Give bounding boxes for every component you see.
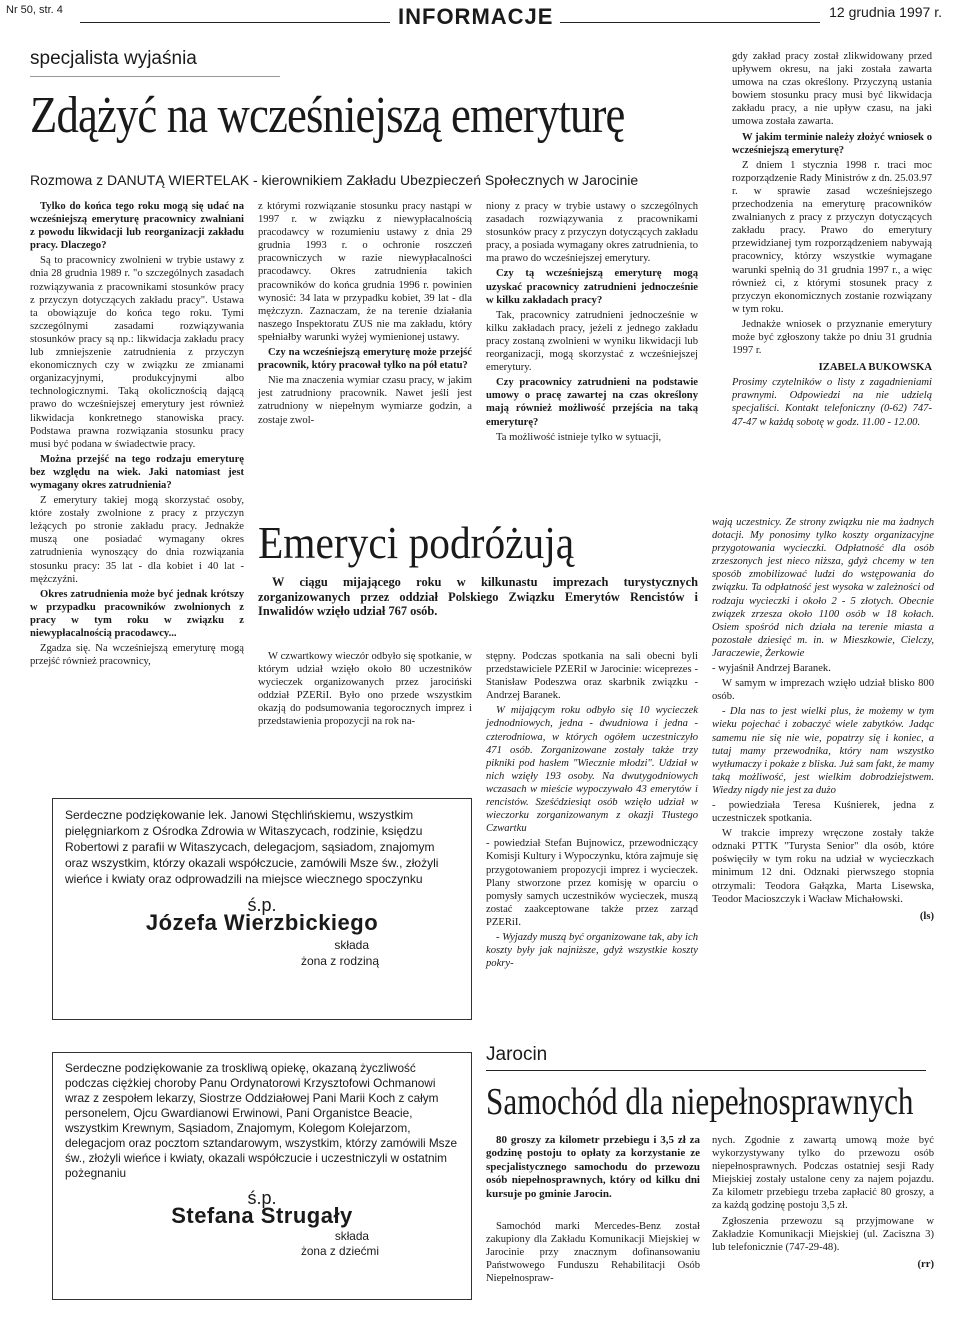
- article3-rule: [486, 1070, 926, 1071]
- reader-note: Prosimy czytelników o listy z zagadnieniami prawnymi. Odpowiedzi na nie udzielą specjaliści. Kontakt telefoniczny (0-62) 747-47-47 w każdą sobotę w godz. 11.00 - 12.00.: [732, 377, 932, 428]
- author-signature: IZABELA BUKOWSKA: [818, 362, 932, 374]
- quote: - Wyjazdy muszą być organizowane tak, aby ich koszty były jak najniższe, gdyż wszystkie koszty pokry-: [486, 931, 698, 970]
- article3-signature: (rr): [917, 1258, 934, 1270]
- answer: niony z pracy w trybie ustawy o szczególnych zasadach rozwiązywania z pracownikami stosunków pracy z przyczyn dotyczących zakładu pracy, a posiada wymagany okres zatrudnienia, to ma prawo do wcześniejszej emerytury.: [486, 201, 698, 265]
- article2-lead: W ciągu mijającego roku w kilkunastu imprezach turystycznych zorganizowanych przez oddział Polskiego Związku Emerytów Rencistów i Inwalidów wzięło udział 767 osób.: [258, 575, 698, 618]
- paragraph: stępny. Podczas spotkania na sali obecni byli przedstawiciele PZERiI w Jarocinie: wiceprezes - Stanisław Podeszwa oraz skarbnik związku - Andrzej Baranek.: [486, 651, 698, 702]
- article1-kicker: specjalista wyjaśnia: [30, 48, 197, 69]
- article3-col2: [712, 1134, 934, 1273]
- page-number: Nr 50, str. 4: [6, 4, 63, 16]
- article2-headline: Emeryci podróżują: [258, 517, 575, 568]
- article2-signature: (ls): [919, 910, 934, 922]
- article1-headline: Zdążyć na wcześniejszą emeryturę: [30, 87, 625, 144]
- paragraph: - powiedziała Teresa Kuśnierek, jedna z uczestniczek spotkania.: [712, 799, 934, 825]
- answer: Są to pracownicy zwolnieni w trybie ustawy z dnia 28 grudnia 1989 r. "o szczególnych zasadach rozwiązywania z pracownikami stosunków pracy z przyczyn dotyczących zakładu pracy". Ustawa ta obowiązuje do końca tego roku. Tymi szczególnymi zasadami rozwiązywania stosunków pracy są np.: likwidacja zakładu pracy lub zmniejszenie zatrudnienia z przyczyn ekonomicznych czy w związku ze zmianami organizacyjnymi, produkcyjnymi albo technologicznymi. Taką okolicznością dającą prawo do wcześniejszej emerytury jest również likwidacja konkretnego stanowiska pracy. Podstawa prawna rozwiązania stosunku pracy musi być podana w świadectwie pracy.: [30, 255, 244, 450]
- answer: z którymi rozwiązanie stosunku pracy nastąpi w 1997 r. w związku z niewypłacalnością pracodawcy w rozumieniu ustawy z dnia 29 grudnia 1993 r. o ochronie roszczeń pracowniczych w razie niewypłacalności pracodawcy. Okres zatrudnienia takich pracowników do końca grudnia 1996 r. powinien wynosić: 34 lata w przypadku kobiet, 39 lat - dla mężczyzn. Zaznaczam, że na terenie działania naszego Inspektoratu ZUS nie ma zakładu, który spełniałby warunki wyżej wymienionej ustawy.: [258, 201, 472, 343]
- question: Tylko do końca tego roku mogą się udać na wcześniejszą emeryturę pracownicy zwalniani z powodu likwidacji lub reorganizacji zakładu pracy. Dlaczego?: [30, 201, 244, 252]
- paragraph: nych. Zgodnie z zawartą umową może być wykorzystywany tylko do przewozu osób niepełnosprawnych. Podczas ostatniej sesji Rady Miejskiej zostały ustalone ceny za najem pojazdu. Za kilometr przebiegu trzeba zapłacić 80 groszy, a za każdą godzinę postoju 3,5 zł.: [712, 1135, 934, 1212]
- answer: Nie ma znaczenia wymiar czasu pracy, w jakim jest zatrudniony pracownik. Nawet jeśli jest zatrudniony w niepełnym wymiarze godzin, a zostaje zwol-: [258, 375, 472, 426]
- question: Okres zatrudnienia może być jednak krótszy w przypadku pracowników zwolnionych z pracy w tym roku w związku z niewypłacalnością pracodawcy...: [30, 588, 244, 639]
- quote: - Dla nas to jest wielki plus, że możemy w tym wieku pojechać i zobaczyć wiele zabytków. Jadąc samemu nie się nie wie, popatrzy się i koniec, a tutaj mamy przewodnika, który nam wszystko wytłumaczy i pokaże z bliska. Już sam fakt, że mamy taką możliwość, jest wielkim dobrodziejstwem. Wiedzy nigdy nie jest za dużo: [712, 706, 934, 796]
- question: Czy pracownicy zatrudnieni na podstawie umowy o pracę zawartej na czas określony mają również możliwość przejścia na taką emeryturę?: [486, 377, 698, 428]
- notice-deceased-name: Józefa Wierzbickiego: [145, 910, 379, 935]
- article1-col2: [258, 200, 472, 429]
- notice-deceased-name: Stefana Strugały: [171, 1203, 353, 1228]
- answer: Tak, pracownicy zatrudnieni jednocześnie w kilku zakładach pracy, jeżeli z jednego zakładu pracy zostaną zwolnieni w wyniku likwidacji lub reorganizacji, mogą skorzystać z wcześniejszej emerytury.: [486, 309, 698, 374]
- notice-body: Serdeczne podziękowanie lek. Janowi Stęchlińskiemu, wszystkim pielęgniarkom z Ośrodka Zdrowia w Witaszycach, rodzinie, księdzu Robertowi z parafii w Witaszycach, delegacjom, sąsiadom, znajomym oraz wszystkim, którzy okazali współczucie, zamówili Msze św., złożyli wieńce i kwiaty oraz odprowadzili na miejsce wiecznego spoczynku: [65, 808, 439, 886]
- article3-kicker: Jarocin: [486, 1044, 548, 1065]
- masthead-rule-right: [560, 22, 820, 23]
- question: W jakim terminie należy złożyć wniosek o wcześniejszą emeryturę?: [732, 131, 932, 156]
- answer: gdy zakład pracy został zlikwidowany przed upływem okresu, na jaki została zawarta umowa na czas określony. Przyczyną ustania bowiem stosunku pracy musi być likwidacja zakładu pracy, a nie upływ czasu, na jaki umowa została zawarta.: [732, 51, 932, 128]
- paragraph: W samym w imprezach wzięło udział blisko 800 osób.: [712, 678, 934, 703]
- issue-date: 12 grudnia 1997 r.: [829, 4, 942, 20]
- section-title: INFORMACJE: [398, 4, 554, 29]
- quote: wają uczestnicy. Ze strony związku nie ma żadnych dotacji. My ponosimy tylko koszty organizacyjne przygotowania wycieczki. Odpłatność dla osób zrzeszonych jest nieco niższa, gdyż chcemy w ten sposób zmobilizować ludzi do wstępowania do związku. Ta odpłatność jest wysoka w zależności od rodzaju wycieczki i około 2 - 5 złotych. Obecnie związek zrzesza około 1100 osób w 18 kołach. Osiem spośród nich działa na terenie miasta a pozostałe dziesięć m. in. w Mieszkowie, Cielczy, Jaraczewie, Żerkowie: [712, 517, 934, 659]
- quote: W mijającym roku odbyło się 10 wycieczek jednodniowych, jedna - dwudniowa i jedna - czterodniowa, w których ogółem uczestniczyło 471 osób. Zorganizowane zostały także trzy pikniki pod hasłem "Wiecznie młodzi". Udział w nich wzięły 193 osoby. Na dwutygodniowych wczasach w mieście wypoczywało 43 emerytów i rencistów. Sześćdziesiąt osób wzięło udział w wieczorku zorganizowanym z okazji Tłustego Czwartku: [486, 705, 698, 835]
- article1-subtitle: Rozmowa z DANUTĄ WIERTELAK - kierownikiem Zakładu Ubezpieczeń Społecznych w Jarocinie: [30, 172, 639, 188]
- article1-col3: [486, 200, 698, 446]
- condolence-notice-1: [52, 798, 472, 1020]
- paragraph: W trakcie imprezy wręczone zostały także odznaki PTTK "Turysta Senior" dla osób, które poświęciły w tym roku na udział w wycieczkach minimum 12 dni. Odznaki pierwszego stopnia otrzymali: Teodora Gałązka, Marta Lisewska, Teodor Macioszczyk i Wacław Michałowski.: [712, 828, 934, 905]
- paragraph: - powiedział Stefan Bujnowicz, przewodniczący Komisji Kultury i Wypoczynku, która zajmuje się przygotowaniem propozycji imprez i wycieczek. Plany stworzone przez komisję w oparciu o pomysły samych uczestników wycieczek, muszą zostać zaakceptowane także przez zarząd PZERiI.: [486, 838, 698, 928]
- article2-col1: W czwartkowy wieczór odbyło się spotkanie, w którym udział wzięło około 80 uczestników wycieczek organizowanych przez jarociński oddział PZERiI. Było ono przede wszystkim okazją do podsumowania tegorocznych imprez i przedstawienia propozycji na rok na-: [258, 651, 472, 728]
- notice-body: Serdeczne podziękowanie za troskliwą opiekę, okazaną życzliwość podczas ciężkiej choroby Panu Ordynatorowi Krzysztofowi Ochmanowi wraz z zespołem lekarzy, Siostrze Oddziałowej Pani Marii Koch z całym personelem, Ojcu Gwardianowi Erwinowi, Pani Organistce Beacie, wszystkim Krewnym, Sąsiadom, Znajomym, Kolegom Kolejarzom, delegacjom oraz pocztom sztandarowym, wszystkim, którzy zamówili Msze św., złożyli wieńce i kwiaty, okazali współczucie i uczestniczyli w ostatnim pożegnaniu: [65, 1061, 458, 1180]
- paragraph: - wyjaśnił Andrzej Baranek.: [712, 663, 831, 675]
- article1-col4: [732, 50, 932, 431]
- condolence-notice-2: [52, 1052, 472, 1300]
- notice-sklada: składa: [334, 938, 369, 952]
- question: Czy tą wcześniejszą emeryturę mogą uzyskać pracownicy zatrudnieni jednocześnie w kilku zakładach pracy?: [486, 268, 698, 306]
- masthead: [0, 4, 960, 30]
- answer: Z emerytury takiej mogą skorzystać osoby, które zostały zwolnione z pracy z przyczyn leżących po stronie zakładu pracy. Jednakże muszą one posiadać wymagany okres zatrudnienia wynoszący do dnia rozwiązania stosunku pracy: 35 lat - dla kobiet i 40 lat - mężczyźni.: [30, 495, 244, 585]
- notice-from: żona z dziećmi: [300, 1244, 379, 1258]
- article1-col1: [30, 200, 244, 670]
- paragraph: Zgłoszenia przewozu są przyjmowane w Zakładzie Komunikacji Miejskiej (ul. Zaciszna 3) lub telefonicznie (747-29-48).: [712, 1215, 934, 1253]
- notice-sklada: składa: [334, 1229, 369, 1243]
- notice-sp: ś.p.: [247, 895, 277, 915]
- answer: Z dniem 1 stycznia 1998 r. traci moc rozporządzenie Rady Ministrów z dn. 25.03.97 r. w sprawie zasad wcześniejszego przechodzenia na emeryturę pracowników zwalnianych z pracy z przyczyn dotyczących zakładu pracy. Prawo do emerytury przewidzianej tym rozporządzeniem nabywają pracownicy, którzy wszystkie wymagane warunki spełnią do 31 grudnia 1997 r., a więc również ci, z którymi stosunek pracy z przyczyn ekonomicznych zostanie rozwiązany w tym roku.: [732, 159, 932, 315]
- article2-col2: [486, 650, 698, 972]
- question: Można przejść na tego rodzaju emeryturę bez względu na wiek. Jaki natomiast jest wymagany okres zatrudnienia?: [30, 453, 244, 491]
- notice-from: żona z rodziną: [300, 954, 379, 968]
- answer: Jednakże wniosek o przyznanie emerytury może być zgłoszony także po dniu 31 grudnia 1997 r.: [732, 318, 932, 357]
- article2-col3: [712, 516, 934, 925]
- article3-col1: Samochód marki Mercedes-Benz został zakupiony dla Zakładu Komunikacji Miejskiej w Jarocinie przy znacznym dofinansowaniu Państwowego Funduszu Rehabilitacji Osób Niepełnospraw-: [486, 1221, 700, 1285]
- answer: Zgadza się. Na wcześniejszą emeryturę mogą przejść również pracownicy,: [30, 643, 244, 668]
- masthead-rule-left: [80, 22, 390, 23]
- answer: Ta możliwość istnieje tylko w sytuacji,: [496, 431, 662, 443]
- notice-sp: ś.p.: [247, 1188, 277, 1208]
- question: Czy na wcześniejszą emeryturę może przejść pracownik, który pracował tylko na pół etatu?: [258, 347, 472, 372]
- article3-headline: Samochód dla niepełnosprawnych: [486, 1081, 914, 1123]
- kicker-rule: [30, 76, 280, 77]
- article3-lead: 80 groszy za kilometr przebiegu i 3,5 zł za godzinę postoju to opłaty za korzystanie ze specjalistycznego samochodu do przewozu osób niepełnosprawnych, który od kilku dni kursuje po gminie Jarocin.: [486, 1134, 700, 1200]
